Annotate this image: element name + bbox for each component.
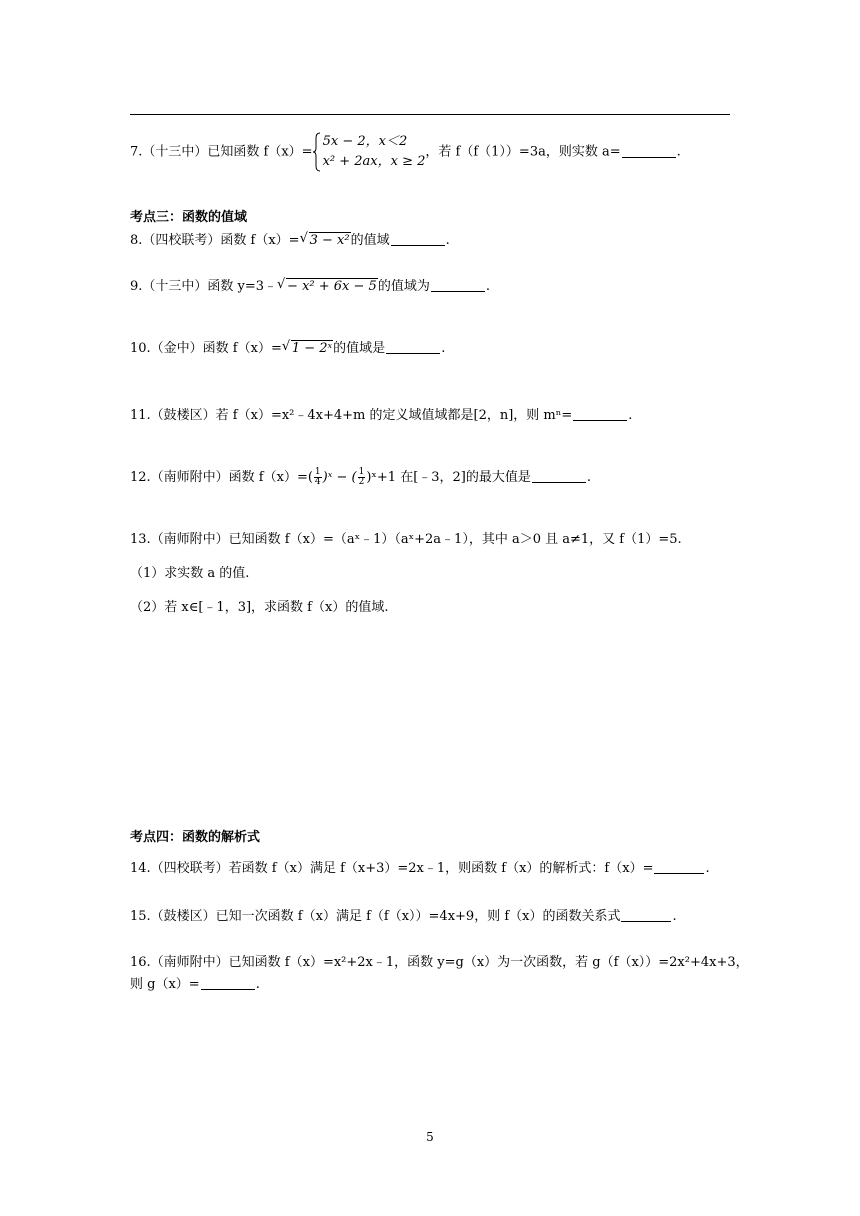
problem-9-suffix: 的值域为	[377, 279, 430, 294]
denominator: 4	[314, 477, 321, 487]
problem-12	[130, 468, 591, 487]
problem-16-end: .	[255, 977, 260, 992]
sqrt-expression	[282, 340, 333, 358]
problem-16: 16.（南师附中）已知函数 f（x）=x²+2x﹣1，函数 y=g（x）为一次函数，若 g（f（x））=2x²+4x+3，	[130, 955, 749, 970]
answer-blank[interactable]	[654, 861, 704, 874]
piecewise-function	[313, 132, 426, 172]
denominator: 2	[358, 477, 365, 487]
sqrt-expression	[300, 232, 351, 250]
problem-16-line2-text: 则 g（x）=	[130, 977, 200, 992]
problem-8-end: .	[445, 233, 450, 248]
case-2: x² + 2ax，x ≥ 2	[322, 154, 426, 169]
problem-7-suffix: ，若 f（f（1））=3a，则实数 a=	[425, 144, 621, 160]
problem-7-end: .	[676, 144, 681, 160]
problem-12-suffix: )ˣ+1 在[﹣3，2]的最大值是	[366, 470, 531, 485]
answer-blank[interactable]	[573, 408, 627, 421]
fraction-one-half	[358, 468, 366, 487]
radicand: 1 − 2ˣ	[291, 341, 333, 356]
problem-12-prefix: 12.（南师附中）函数 f（x）=(	[130, 470, 313, 485]
problem-13: 13.（南师附中）已知函数 f（x）=（aˣ﹣1）（aˣ+2a﹣1），其中 a＞0 且 a≠1，又 f（1）=5.	[130, 532, 682, 547]
problem-13-part-1: （1）求实数 a 的值.	[130, 566, 250, 581]
problem-8-prefix: 8.（四校联考）函数 f（x）=	[130, 233, 300, 248]
problem-15	[130, 908, 677, 926]
sqrt-expression	[277, 278, 378, 296]
problem-9-prefix: 9.（十三中）函数 y=3﹣	[130, 279, 278, 294]
problem-9	[130, 278, 490, 296]
answer-blank[interactable]	[391, 233, 445, 246]
problem-12-mid: )ˣ − (	[322, 470, 357, 485]
left-brace-icon	[313, 132, 321, 172]
section-heading-3: 考点三：函数的值域	[130, 210, 248, 225]
problem-7	[130, 132, 681, 172]
radicand: − x² + 6x − 5	[287, 279, 377, 294]
problem-14	[130, 860, 710, 878]
problem-11-end: .	[628, 408, 633, 423]
problem-10-end: .	[441, 341, 446, 356]
problem-10-suffix: 的值域是	[333, 341, 386, 356]
numerator: 1	[314, 467, 321, 477]
problem-14-text: 14.（四校联考）若函数 f（x）满足 f（x+3）=2x﹣1，则函数 f（x）的解析式：f（x）=	[130, 861, 654, 876]
problem-9-end: .	[485, 279, 490, 294]
problem-12-end: .	[586, 470, 592, 485]
fraction-one-quarter	[314, 468, 322, 487]
problem-13-part-2: （2）若 x∈[﹣1，3]，求函数 f（x）的值域.	[130, 600, 389, 615]
radicand: 3 − x²	[309, 233, 350, 248]
answer-blank[interactable]	[201, 977, 255, 990]
answer-blank[interactable]	[532, 470, 586, 483]
header-rule	[130, 114, 730, 115]
page-number: 5	[426, 1130, 434, 1144]
section-heading-4: 考点四：函数的解析式	[130, 830, 261, 845]
problem-11-text: 11.（鼓楼区）若 f（x）=x²﹣4x+4+m 的定义域值域都是[2，n]，则 mⁿ=	[130, 408, 573, 423]
problem-8	[130, 232, 450, 250]
numerator: 1	[358, 467, 365, 477]
answer-blank[interactable]	[622, 145, 676, 158]
problem-15-text: 15.（鼓楼区）已知一次函数 f（x）满足 f（f（x））=4x+9，则 f（x）的函数关系式	[130, 909, 621, 924]
answer-blank[interactable]	[621, 909, 671, 922]
case-1: 5x − 2，x＜2	[322, 134, 408, 149]
answer-blank[interactable]	[431, 279, 485, 292]
problem-16-line-2	[130, 976, 260, 994]
answer-blank[interactable]	[386, 341, 440, 354]
problem-10-prefix: 10.（金中）函数 f（x）=	[130, 341, 282, 356]
problem-14-end: .	[705, 861, 710, 876]
problem-11	[130, 407, 632, 425]
problem-8-suffix: 的值域	[350, 233, 390, 248]
problem-15-end: .	[672, 909, 677, 924]
problem-10	[130, 340, 445, 358]
problem-7-prefix: 7.（十三中）已知函数 f（x）=	[130, 144, 313, 160]
